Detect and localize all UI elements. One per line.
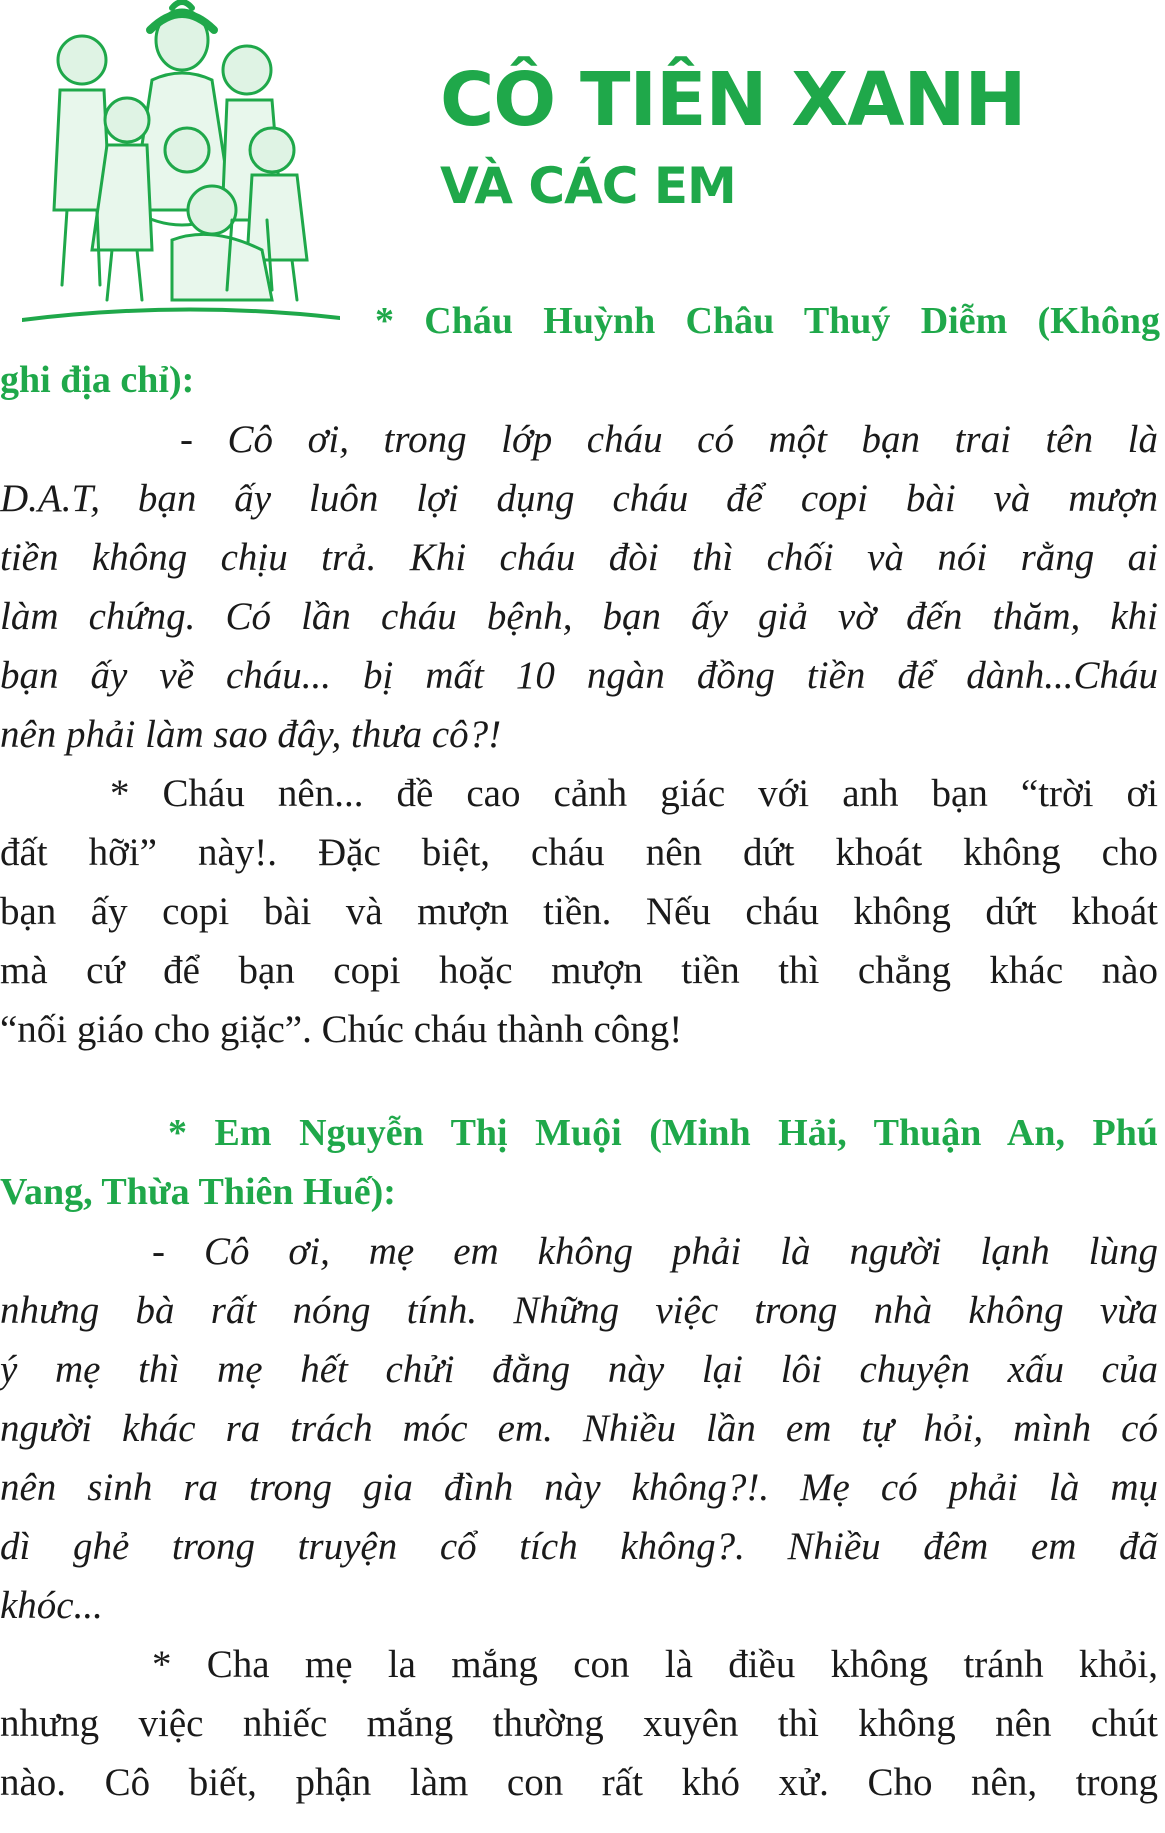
letter-2 bbox=[0, 1104, 1158, 1812]
answer-line: đất hỡi” này!. Đặc biệt, cháu nên dứt khoát không cho bbox=[0, 831, 1158, 874]
question-line: bạn ấy về cháu... bị mất 10 ngàn đồng tiền để dành...Cháu bbox=[0, 654, 1158, 697]
answer-line: nào. Cô biết, phận làm con rất khó xử. Cho nên, trong bbox=[0, 1761, 1158, 1804]
question-line: tiền không chịu trả. Khi cháu đòi thì chối và nói rằng ai bbox=[0, 536, 1158, 579]
sender-name-1: * Cháu Huỳnh Châu Thuý Diễm (Không bbox=[375, 300, 1160, 342]
question-line: làm chứng. Có lần cháu bệnh, bạn ấy giả vờ đến thăm, khi bbox=[0, 595, 1158, 638]
fairy-with-children-illustration bbox=[22, 0, 340, 330]
sender-address-1: ghi địa chỉ): bbox=[0, 359, 195, 401]
page-subtitle: VÀ CÁC EM bbox=[440, 157, 736, 215]
question-line: khóc... bbox=[0, 1584, 103, 1627]
answer-line: “nối giáo cho giặc”. Chúc cháu thành công! bbox=[0, 1008, 683, 1051]
sender-address-2: Vang, Thừa Thiên Huế): bbox=[0, 1171, 396, 1213]
question-line: dì ghẻ trong truyện cổ tích không?. Nhiều đêm em đã bbox=[0, 1525, 1158, 1568]
answer-line: * Cháu nên... đề cao cảnh giác với anh bạn “trời ơi bbox=[110, 772, 1158, 815]
question-line: nên sinh ra trong gia đình này không?!. Mẹ có phải là mụ bbox=[0, 1466, 1158, 1509]
answer-line: * Cha mẹ la mắng con là điều không tránh khỏi, bbox=[152, 1643, 1158, 1686]
sender-name-2: * Em Nguyễn Thị Muội (Minh Hải, Thuận An, Phú bbox=[168, 1112, 1158, 1154]
answer-line: nhưng việc nhiếc mắng thường xuyên thì không nên chút bbox=[0, 1702, 1158, 1745]
question-line: - Cô ơi, trong lớp cháu có một bạn trai tên là bbox=[180, 418, 1158, 461]
answer-line: mà cứ để bạn copi hoặc mượn tiền thì chẳng khác nào bbox=[0, 949, 1158, 992]
page-title: CÔ TIÊN XANH bbox=[440, 57, 1026, 143]
letter-1 bbox=[0, 351, 1158, 1059]
answer-line: bạn ấy copi bài và mượn tiền. Nếu cháu không dứt khoát bbox=[0, 890, 1158, 933]
question-line: ý mẹ thì mẹ hết chửi đằng này lại lôi chuyện xấu của bbox=[0, 1348, 1158, 1391]
question-line: D.A.T, bạn ấy luôn lợi dụng cháu để copi bài và mượn bbox=[0, 477, 1158, 520]
column-header bbox=[440, 58, 1140, 216]
question-line: - Cô ơi, mẹ em không phải là người lạnh lùng bbox=[152, 1230, 1158, 1273]
question-line: nên phải làm sao đây, thưa cô?! bbox=[0, 713, 502, 756]
question-line: nhưng bà rất nóng tính. Những việc trong nhà không vừa bbox=[0, 1289, 1158, 1332]
question-line: người khác ra trách móc em. Nhiều lần em tự hỏi, mình có bbox=[0, 1407, 1158, 1450]
